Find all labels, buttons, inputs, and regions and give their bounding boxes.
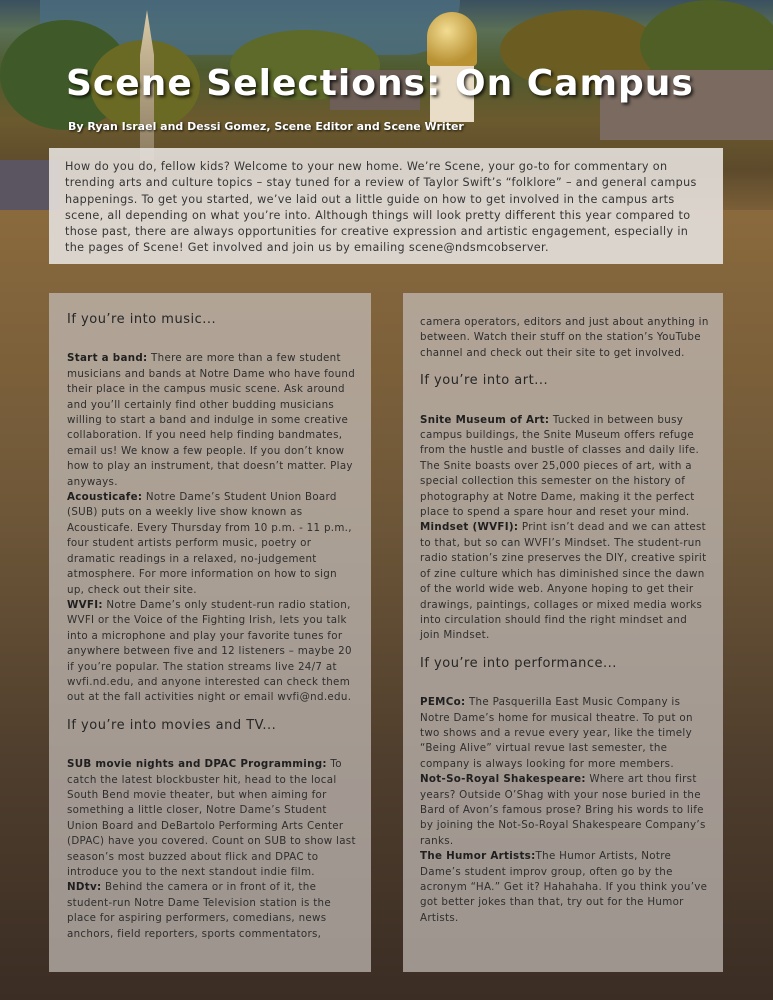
right-column bbox=[403, 293, 723, 972]
entry-snite-museum: Snite Museum of Art: Tucked in between busy campus buildings, the Snite Museum offers refuge from the hustle and bustle of classes and daily life. The Snite boasts over 25,000 pieces of art, with a special collection this semester on the history of photography at Notre Dame, making it the perfect place to spend a spare hour and reset your mind. bbox=[420, 413, 700, 519]
golden-dome bbox=[427, 12, 477, 66]
section-heading-movies: If you’re into movies and TV... bbox=[67, 717, 277, 733]
entry-wvfi: WVFI: Notre Dame’s only student-run radio station, WVFI or the Voice of the Fighting Irish, lets you talk into a microphone and play your favorite tunes for anywhere between five and 12 listeners – maybe 20 if you’re popular. The station streams live 24/7 at wvfi.nd.edu, and anyone interested can check them out at the fall activities night or email wvfi@nd.edu. bbox=[67, 598, 352, 704]
section-heading-music: If you’re into music... bbox=[67, 312, 217, 327]
page-title: Scene Selections: On Campus bbox=[66, 63, 694, 104]
section-heading-art: If you’re into art... bbox=[420, 373, 549, 389]
byline: By Ryan Israel and Dessi Gomez, Scene Editor and Scene Writer bbox=[68, 120, 464, 133]
entry-sub-movie-nights: SUB movie nights and DPAC Programming: To catch the latest blockbuster hit, head to the local South Bend movie theater, but when aiming for something a little closer, Notre Dame’s Student Union Board and DeBartolo Performing Arts Center (DPAC) have you covered. Count on SUB to show last season’s most buzzed about flick and DPAC to introduce you to the next standout indie film. bbox=[67, 758, 356, 878]
section-heading-performance: If you’re into performance... bbox=[420, 655, 617, 671]
entry-mindset: Mindset (WVFI): Print isn’t dead and we can attest to that, but so can WVFI’s Mindset. The student-run radio station’s zine preserves the DIY, creative spirit of zine culture which has diminished since the dawn of the world wide web. Anyone hoping to get their drawings, paintings, collages or mixed media works into circulation should find the right mindset and join Mindset. bbox=[420, 521, 707, 642]
intro-box bbox=[49, 148, 723, 264]
entry-acousticafe: Acousticafe: Notre Dame’s Student Union Board (SUB) puts on a weekly live show known as Acousticafe. Every Thursday from 10 p.m. - 11 p.m., four student artists perform music, poetry or dramatic readings in a relaxed, no-judgement atmosphere. For more information on how to sign up, check out their site. bbox=[67, 491, 352, 596]
intro-text: How do you do, fellow kids? Welcome to your new home. We’re Scene, your go-to for commentary on trending arts and culture topics – stay tuned for a review of Taylor Swift’s “folklore” – and general campus happenings. To get you started, we’ve laid out a little guide on how to get involved in the campus arts scene, all depending on what you’re into. Although things will look pretty different this year compared to those past, there are always opportunities for creative expression and artistic engagement, especially in the pages of Scene! Get involved and join us by emailing scene@ndsmcobserver. bbox=[65, 160, 697, 255]
entry-start-a-band: Start a band: There are more than a few student musicians and bands at Notre Dame who have found their place in the campus music scene. Ask around and you’ll certainly find other budding musicians willing to start a band and indulge in some creative collaboration. If you need help finding bandmates, email us! We know a few people. If you don’t know how to play an instrument, that doesn’t matter. Play anyways. bbox=[67, 352, 356, 488]
entry-ndtv-continued: camera operators, editors and just about anything in between. Watch their stuff on the station’s YouTube channel and check out their site to get involved. bbox=[420, 316, 709, 359]
entry-not-so-royal-shakespeare: Not-So-Royal Shakespeare: Where art thou first years? Outside O’Shag with your nose buried in the Bard of Avon’s famous prose? Bring his words to life by joining the Not-So-Royal Shakespeare Company’s ranks. bbox=[420, 773, 706, 847]
entry-humor-artists: The Humor Artists:The Humor Artists, Notre Dame’s student improv group, often go by the acronym “HA.” Get it? Hahahaha. If you think you’ve got better jokes than that, try out for the Humor Artists. bbox=[420, 850, 708, 924]
entry-ndtv: NDtv: Behind the camera or in front of it, the student-run Notre Dame Television station is the place for aspiring performers, comedians, news anchors, field reporters, sports commentators, bbox=[67, 881, 332, 940]
entry-pemco: PEMCo: The Pasquerilla East Music Company is Notre Dame’s home for musical theatre. To put on two shows and a revue every year, like the timely “Being Alive” virtual revue last semester, the company is always looking for more members. bbox=[420, 696, 693, 770]
left-column bbox=[49, 293, 371, 972]
